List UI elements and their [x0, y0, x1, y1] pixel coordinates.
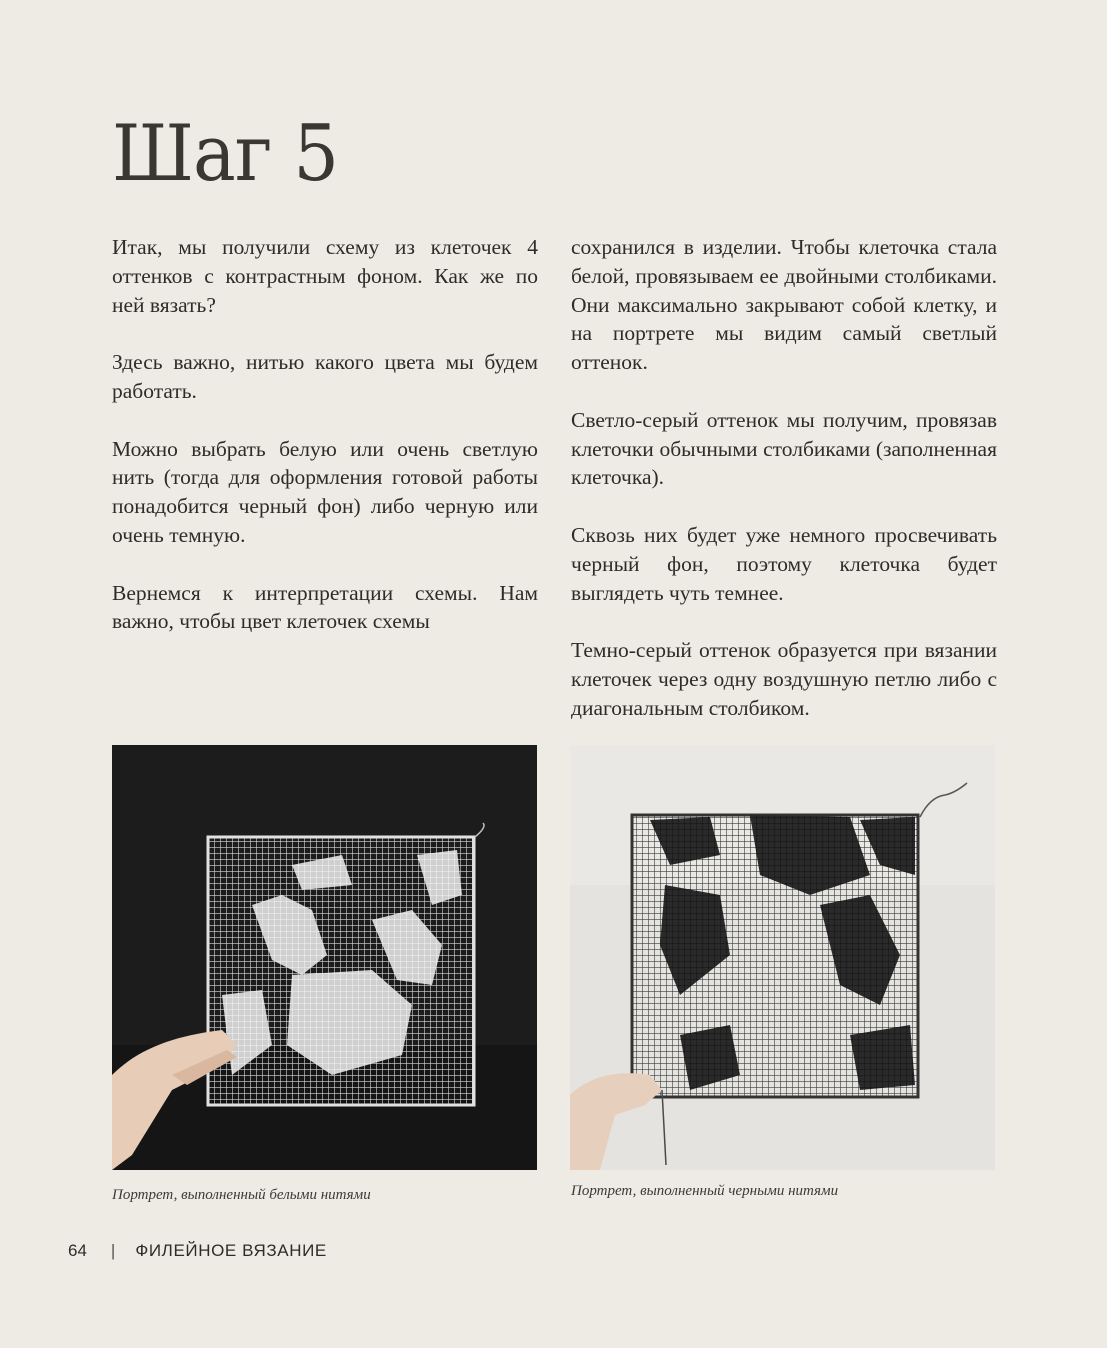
paragraph: Здесь важно, нитью какого цвета мы будем работать. — [112, 350, 538, 403]
page-footer — [68, 1241, 327, 1261]
paragraph: Итак, мы получили схему из клеточек 4 оттенков с контрастным фоном. Как же по ней вязать? — [112, 235, 538, 317]
paragraph: Вернемся к интерпретации схемы. Нам важно, чтобы цвет клеточек схемы — [112, 580, 538, 634]
paragraph: Сквозь них будет уже немного просвечивать черный фон, поэтому клеточка будет выглядеть чуть темнее. — [571, 522, 997, 605]
page-number: 64 — [68, 1241, 87, 1260]
photo-white-thread-portrait — [112, 745, 537, 1170]
caption-left: Портрет, выполненный белыми нитями — [112, 1187, 371, 1203]
text-column-right — [571, 233, 997, 751]
caption-right: Портрет, выполненный черными нитями — [571, 1183, 839, 1199]
section-title: ФИЛЕЙНОЕ ВЯЗАНИЕ — [135, 1241, 327, 1260]
text-column-left — [112, 233, 538, 665]
paragraph: Светло-серый оттенок мы получим, провязав клеточки обычными столбиками (заполненная клеточка). — [571, 407, 997, 490]
footer-separator: | — [110, 1241, 116, 1260]
paragraph: Темно-серый оттенок образуется при вязании клеточек через одну воздушную петлю либо с диагональным столбиком. — [571, 638, 997, 720]
paragraph-continuation: сохранился в изделии. Чтобы клеточка стала белой, провязываем ее двойными столбиками. Они максимально закрывают собой клетку, и на портрете мы видим самый светлый оттенок. — [571, 235, 997, 375]
page-title: Шаг 5 — [112, 109, 339, 199]
paragraph: Можно выбрать белую или очень светлую нить (тогда для оформления готовой работы понадобится черный фон) либо черную или очень темную. — [112, 436, 538, 547]
photo-black-thread-portrait — [570, 745, 995, 1170]
